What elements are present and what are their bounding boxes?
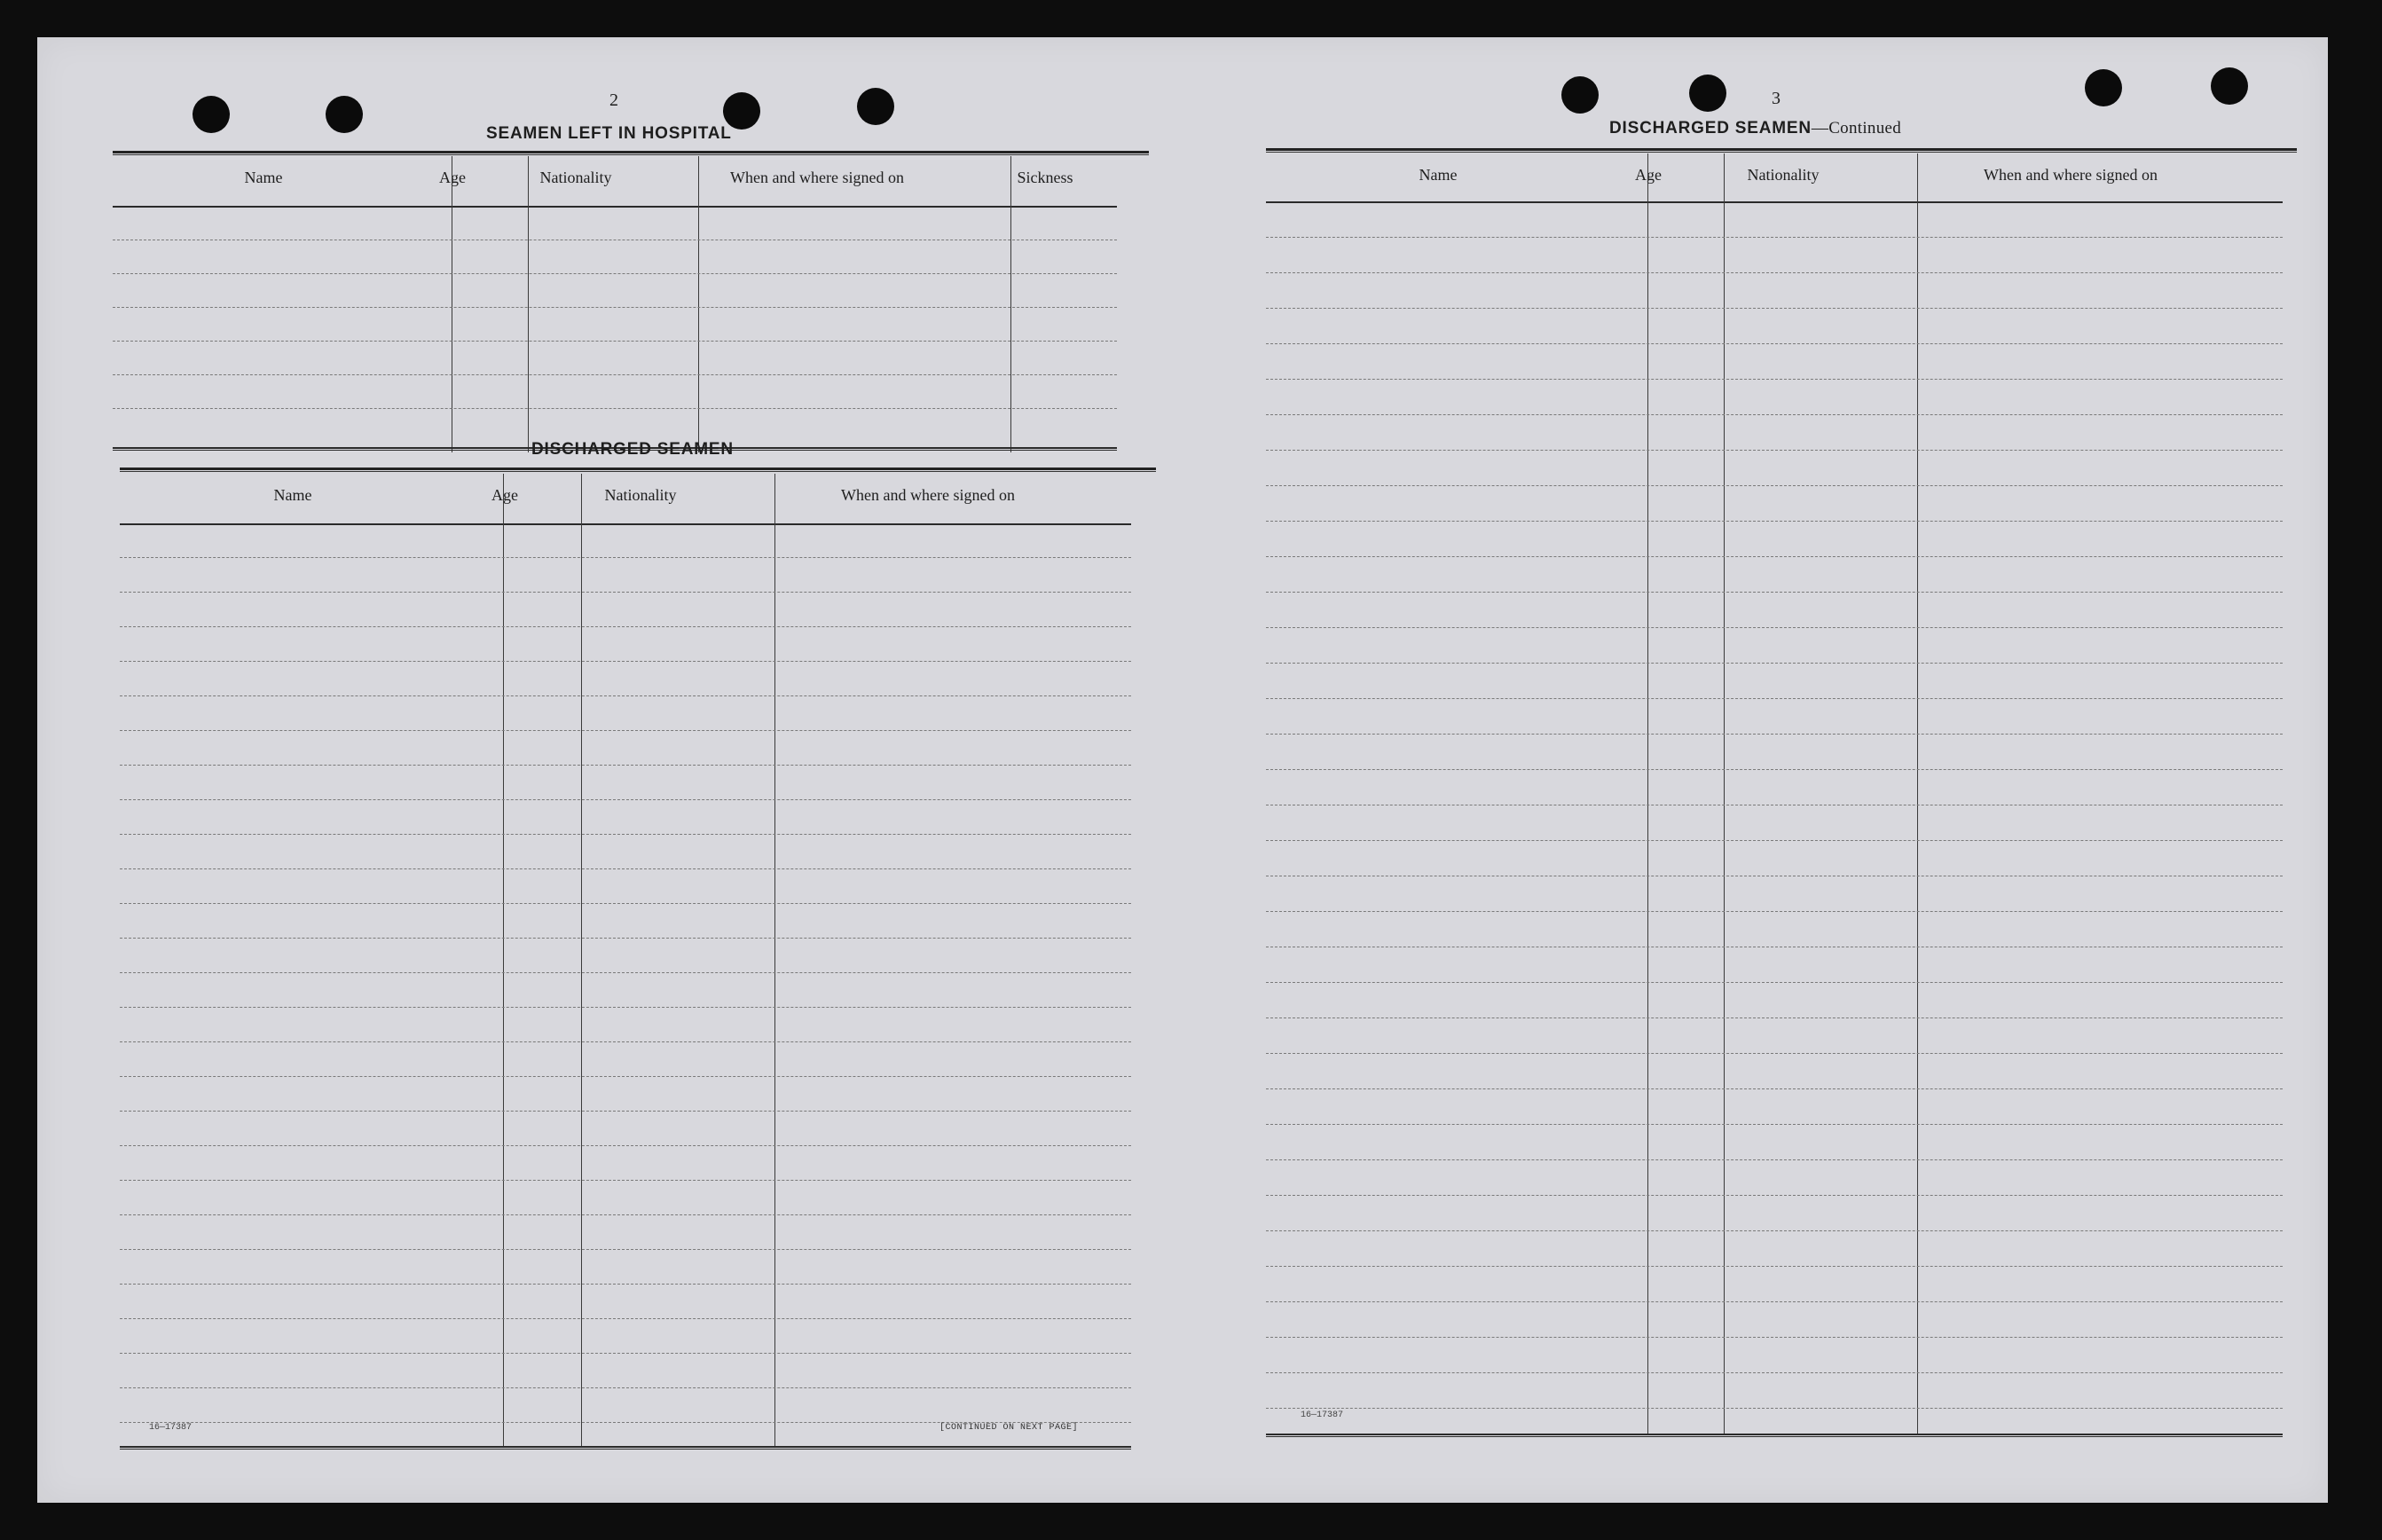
row-rule [1266,485,2283,486]
row-rule [1266,379,2283,380]
punch-hole-4 [857,88,894,125]
row-rule [120,592,1131,593]
continued-discharged-table [1266,153,2313,1449]
row-rule [1266,840,2283,841]
row-rule [120,972,1131,973]
continued-section-title-main: DISCHARGED SEAMEN [1609,119,1812,138]
row-rule [1266,521,2283,522]
col-header-name: Name [273,486,312,504]
column-divider [1724,153,1725,1435]
row-rule [120,1353,1131,1354]
row-rule [1266,272,2283,273]
row-rule [120,1007,1131,1008]
row-rule [113,307,1117,308]
row-rule [120,1145,1131,1146]
col-header-nationality: Nationality [604,486,677,504]
discharged-table [120,474,1167,1458]
row-rule [1266,1053,2283,1054]
row-rule [1266,1266,2283,1267]
document-sheet [37,37,2328,1503]
row-rule [120,1076,1131,1077]
row-rule [113,341,1117,342]
col-header-sickness: Sickness [1017,169,1073,186]
row-rule [1266,414,2283,415]
row-rule [120,938,1131,939]
row-rule [1266,237,2283,238]
column-divider [503,474,504,1446]
left-form-code: 16—17387 [149,1423,193,1433]
row-rule [120,557,1131,558]
row-rule [1266,1088,2283,1089]
row-rule [1266,1124,2283,1125]
punch-hole-2 [326,96,363,133]
row-rule [120,834,1131,835]
row-rule [1266,592,2283,593]
row-rule [120,799,1131,800]
row-rule [1266,450,2283,451]
row-rule [120,868,1131,869]
col-header-age: Age [1635,166,1662,184]
row-rule [1266,911,2283,912]
punch-hole-7 [2085,69,2122,106]
col-header-age: Age [491,486,518,504]
col-header-when-where: When and where signed on [730,169,904,186]
row-rule [120,1041,1131,1042]
row-rule [120,695,1131,696]
col-header-name: Name [1419,166,1458,184]
col-header-name: Name [244,169,283,186]
row-rule [120,1249,1131,1250]
hospital-section-title: SEAMEN LEFT IN HOSPITAL [486,124,732,143]
row-rule [1266,1301,2283,1302]
row-rule [120,661,1131,662]
row-rule [1266,556,2283,557]
right-page-number: 3 [1772,89,1781,108]
row-rule [113,273,1117,274]
continued-section-title [1609,119,1901,138]
continued-title-rule [1266,148,2297,153]
column-divider [581,474,582,1446]
punch-hole-8 [2211,67,2248,105]
continued-section-title-suffix: —Continued [1811,119,1902,138]
header-underline [120,523,1131,525]
discharged-title-rule [120,468,1156,472]
punch-hole-6 [1689,75,1726,112]
header-underline [113,206,1117,208]
row-rule [1266,982,2283,983]
row-rule [120,730,1131,731]
row-rule [1266,734,2283,735]
row-rule [113,408,1117,409]
row-rule [120,1111,1131,1112]
row-rule [1266,698,2283,699]
col-header-when-where: When and where signed on [841,486,1015,504]
table-bottom-rule [120,1446,1131,1450]
right-form-code: 16—17387 [1301,1410,1344,1420]
col-header-nationality: Nationality [1747,166,1820,184]
table-bottom-rule [1266,1434,2283,1437]
column-divider [1647,153,1648,1435]
row-rule [1266,1230,2283,1231]
col-header-age: Age [439,169,466,186]
left-page-number: 2 [609,90,618,110]
row-rule [1266,1337,2283,1338]
header-underline [1266,201,2283,203]
col-header-nationality: Nationality [539,169,612,186]
row-rule [120,1214,1131,1215]
row-rule [120,626,1131,627]
column-divider [774,474,775,1446]
punch-hole-1 [193,96,230,133]
hospital-table [113,156,1160,456]
row-rule [1266,769,2283,770]
row-rule [120,1180,1131,1181]
continued-note: [CONTINUED ON NEXT PAGE] [939,1423,1079,1433]
row-rule [1266,1372,2283,1373]
punch-hole-5 [1561,76,1599,114]
row-rule [1266,1408,2283,1409]
discharged-section-title: DISCHARGED SEAMEN [531,440,734,459]
row-rule [120,1387,1131,1388]
row-rule [120,903,1131,904]
hospital-title-rule [113,151,1149,155]
row-rule [113,374,1117,375]
row-rule [1266,1159,2283,1160]
row-rule [1266,343,2283,344]
row-rule [1266,627,2283,628]
col-header-when-where: When and where signed on [1984,166,2158,184]
row-rule [120,1318,1131,1319]
row-rule [120,1284,1131,1285]
row-rule [1266,308,2283,309]
row-rule [1266,663,2283,664]
row-rule [120,765,1131,766]
row-rule [1266,1195,2283,1196]
column-divider [1917,153,1918,1435]
